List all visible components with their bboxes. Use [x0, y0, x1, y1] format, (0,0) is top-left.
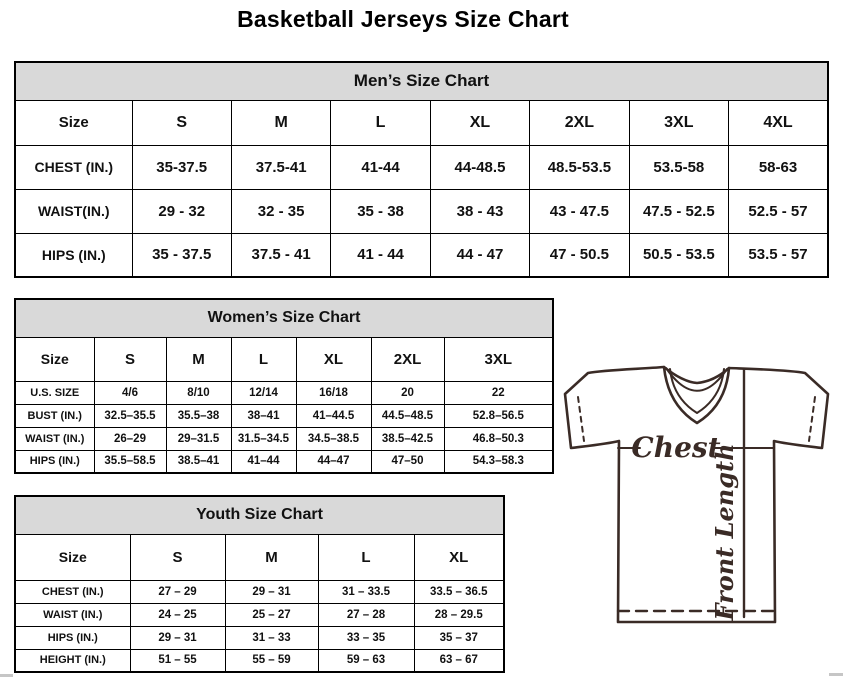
table-cell: 52.5 - 57: [729, 189, 828, 233]
youth-height-row: [15, 649, 504, 672]
table-cell: 35 – 37: [414, 626, 504, 649]
mens-col-header: S: [132, 100, 231, 145]
table-cell: 33 – 35: [318, 626, 414, 649]
table-cell: 37.5-41: [231, 145, 330, 189]
table-cell: 44.5–48.5: [371, 404, 444, 427]
youth-col-header: M: [225, 534, 318, 580]
womens-hips-row: [15, 450, 553, 473]
table-cell: 12/14: [231, 381, 296, 404]
row-label: WAIST(IN.): [15, 189, 132, 233]
table-cell: 48.5-53.5: [530, 145, 629, 189]
table-cell: 53.5 - 57: [729, 233, 828, 277]
table-cell: 43 - 47.5: [530, 189, 629, 233]
table-cell: 52.8–56.5: [444, 404, 553, 427]
mens-col-header: M: [231, 100, 330, 145]
table-cell: 35 - 37.5: [132, 233, 231, 277]
table-cell: 28 – 29.5: [414, 603, 504, 626]
womens-table-title: Women’s Size Chart: [15, 299, 553, 337]
womens-ussize-row: [15, 381, 553, 404]
table-cell: 29 – 31: [225, 580, 318, 603]
front-length-label: Front Length: [710, 443, 739, 621]
table-cell: 46.8–50.3: [444, 427, 553, 450]
table-cell: 35 - 38: [331, 189, 430, 233]
table-cell: 47–50: [371, 450, 444, 473]
row-label: HIPS (IN.): [15, 626, 130, 649]
table-cell: 34.5–38.5: [296, 427, 371, 450]
table-cell: 29 - 32: [132, 189, 231, 233]
table-cell: 41 - 44: [331, 233, 430, 277]
row-label: CHEST (IN.): [15, 580, 130, 603]
table-cell: 44–47: [296, 450, 371, 473]
youth-waist-row: [15, 603, 504, 626]
row-label: HEIGHT (IN.): [15, 649, 130, 672]
womens-col-header-size: Size: [15, 337, 94, 381]
mens-table-title: Men’s Size Chart: [15, 62, 828, 100]
table-cell: 31 – 33: [225, 626, 318, 649]
page-title: Basketball Jerseys Size Chart: [237, 6, 569, 32]
table-cell: 8/10: [166, 381, 231, 404]
chest-label: Chest: [631, 431, 721, 464]
mens-chest-row: [15, 145, 828, 189]
table-cell: 31.5–34.5: [231, 427, 296, 450]
youth-chest-row: [15, 580, 504, 603]
table-cell: 41-44: [331, 145, 430, 189]
mens-col-header: XL: [430, 100, 529, 145]
womens-col-header: 3XL: [444, 337, 553, 381]
table-cell: 44-48.5: [430, 145, 529, 189]
womens-col-header: 2XL: [371, 337, 444, 381]
scrollbar-artifact-right: [829, 673, 843, 676]
table-cell: 32 - 35: [231, 189, 330, 233]
table-cell: 59 – 63: [318, 649, 414, 672]
table-cell: 31 – 33.5: [318, 580, 414, 603]
row-label: HIPS (IN.): [15, 450, 94, 473]
youth-col-header-size: Size: [15, 534, 130, 580]
mens-size-table: [14, 61, 829, 278]
row-label: BUST (IN.): [15, 404, 94, 427]
row-label: CHEST (IN.): [15, 145, 132, 189]
youth-col-header: L: [318, 534, 414, 580]
table-cell: 54.3–58.3: [444, 450, 553, 473]
row-label: U.S. SIZE: [15, 381, 94, 404]
table-cell: 27 – 28: [318, 603, 414, 626]
youth-hips-row: [15, 626, 504, 649]
jersey-outline: [565, 367, 828, 622]
womens-col-header: L: [231, 337, 296, 381]
youth-size-table: [14, 495, 505, 673]
mens-col-header: 4XL: [729, 100, 828, 145]
table-cell: 25 – 27: [225, 603, 318, 626]
table-cell: 47 - 50.5: [530, 233, 629, 277]
row-label: WAIST (IN.): [15, 427, 94, 450]
womens-bust-row: [15, 404, 553, 427]
mens-hips-row: [15, 233, 828, 277]
table-cell: 63 – 67: [414, 649, 504, 672]
table-cell: 41–44: [231, 450, 296, 473]
table-cell: 26–29: [94, 427, 166, 450]
mens-waist-row: [15, 189, 828, 233]
table-cell: 24 – 25: [130, 603, 225, 626]
table-cell: 22: [444, 381, 553, 404]
mens-col-header: 2XL: [530, 100, 629, 145]
table-cell: 58-63: [729, 145, 828, 189]
womens-size-table: [14, 298, 554, 474]
table-cell: 38 - 43: [430, 189, 529, 233]
table-cell: 38–41: [231, 404, 296, 427]
youth-table-title: Youth Size Chart: [15, 496, 504, 534]
womens-waist-row: [15, 427, 553, 450]
table-cell: 47.5 - 52.5: [629, 189, 728, 233]
table-cell: 20: [371, 381, 444, 404]
table-cell: 37.5 - 41: [231, 233, 330, 277]
womens-col-header: S: [94, 337, 166, 381]
row-label: HIPS (IN.): [15, 233, 132, 277]
row-label: WAIST (IN.): [15, 603, 130, 626]
mens-col-header: L: [331, 100, 430, 145]
womens-col-header: M: [166, 337, 231, 381]
table-cell: 51 – 55: [130, 649, 225, 672]
table-cell: 41–44.5: [296, 404, 371, 427]
mens-col-header: 3XL: [629, 100, 728, 145]
jersey-diagram: [557, 360, 841, 626]
table-cell: 38.5–41: [166, 450, 231, 473]
table-cell: 16/18: [296, 381, 371, 404]
table-cell: 35.5–38: [166, 404, 231, 427]
youth-col-header: XL: [414, 534, 504, 580]
table-cell: 32.5–35.5: [94, 404, 166, 427]
womens-col-header: XL: [296, 337, 371, 381]
scrollbar-artifact-left: [0, 674, 13, 677]
table-cell: 38.5–42.5: [371, 427, 444, 450]
table-cell: 29–31.5: [166, 427, 231, 450]
table-cell: 29 – 31: [130, 626, 225, 649]
table-cell: 35-37.5: [132, 145, 231, 189]
table-cell: 44 - 47: [430, 233, 529, 277]
table-cell: 53.5-58: [629, 145, 728, 189]
table-cell: 27 – 29: [130, 580, 225, 603]
table-cell: 33.5 – 36.5: [414, 580, 504, 603]
table-cell: 50.5 - 53.5: [629, 233, 728, 277]
table-cell: 55 – 59: [225, 649, 318, 672]
table-cell: 4/6: [94, 381, 166, 404]
table-cell: 35.5–58.5: [94, 450, 166, 473]
youth-col-header: S: [130, 534, 225, 580]
mens-col-header-size: Size: [15, 100, 132, 145]
